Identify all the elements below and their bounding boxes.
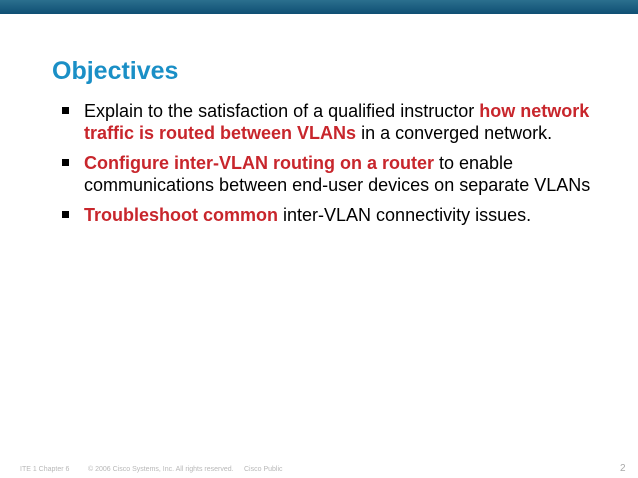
slide-footer	[0, 463, 638, 478]
bullet-text	[84, 205, 531, 225]
square-bullet-icon	[62, 159, 69, 166]
slide-title: Objectives	[52, 57, 179, 85]
objective-item-2	[52, 152, 612, 196]
square-bullet-icon	[62, 107, 69, 114]
bullet-part-highlight: Troubleshoot common	[84, 205, 279, 225]
bullet-text	[84, 101, 589, 143]
footer-chapter: ITE 1 Chapter 6	[20, 466, 70, 473]
bullet-part: Explain to the satisfaction of a qualified instructor	[84, 101, 480, 121]
bullet-text	[84, 153, 590, 195]
bullet-part: in a converged network.	[356, 123, 553, 143]
objective-item-1	[52, 100, 612, 144]
footer-copyright: © 2006 Cisco Systems, Inc. All rights reserved.	[88, 466, 234, 473]
objective-item-3	[52, 204, 612, 226]
bullet-part: to enable communications between end-user devices on separate VLANs	[84, 153, 591, 195]
footer-classification: Cisco Public	[244, 466, 283, 473]
bullet-part-highlight: Configure inter-VLAN routing on a router	[84, 153, 434, 173]
bullet-part-highlight: how network traffic is routed between VLANs	[84, 101, 590, 143]
top-banner	[0, 0, 638, 14]
square-bullet-icon	[62, 211, 69, 218]
bullet-part: inter-VLAN connectivity issues.	[278, 205, 532, 225]
objectives-list	[52, 100, 612, 234]
page-number: 2	[620, 463, 626, 474]
